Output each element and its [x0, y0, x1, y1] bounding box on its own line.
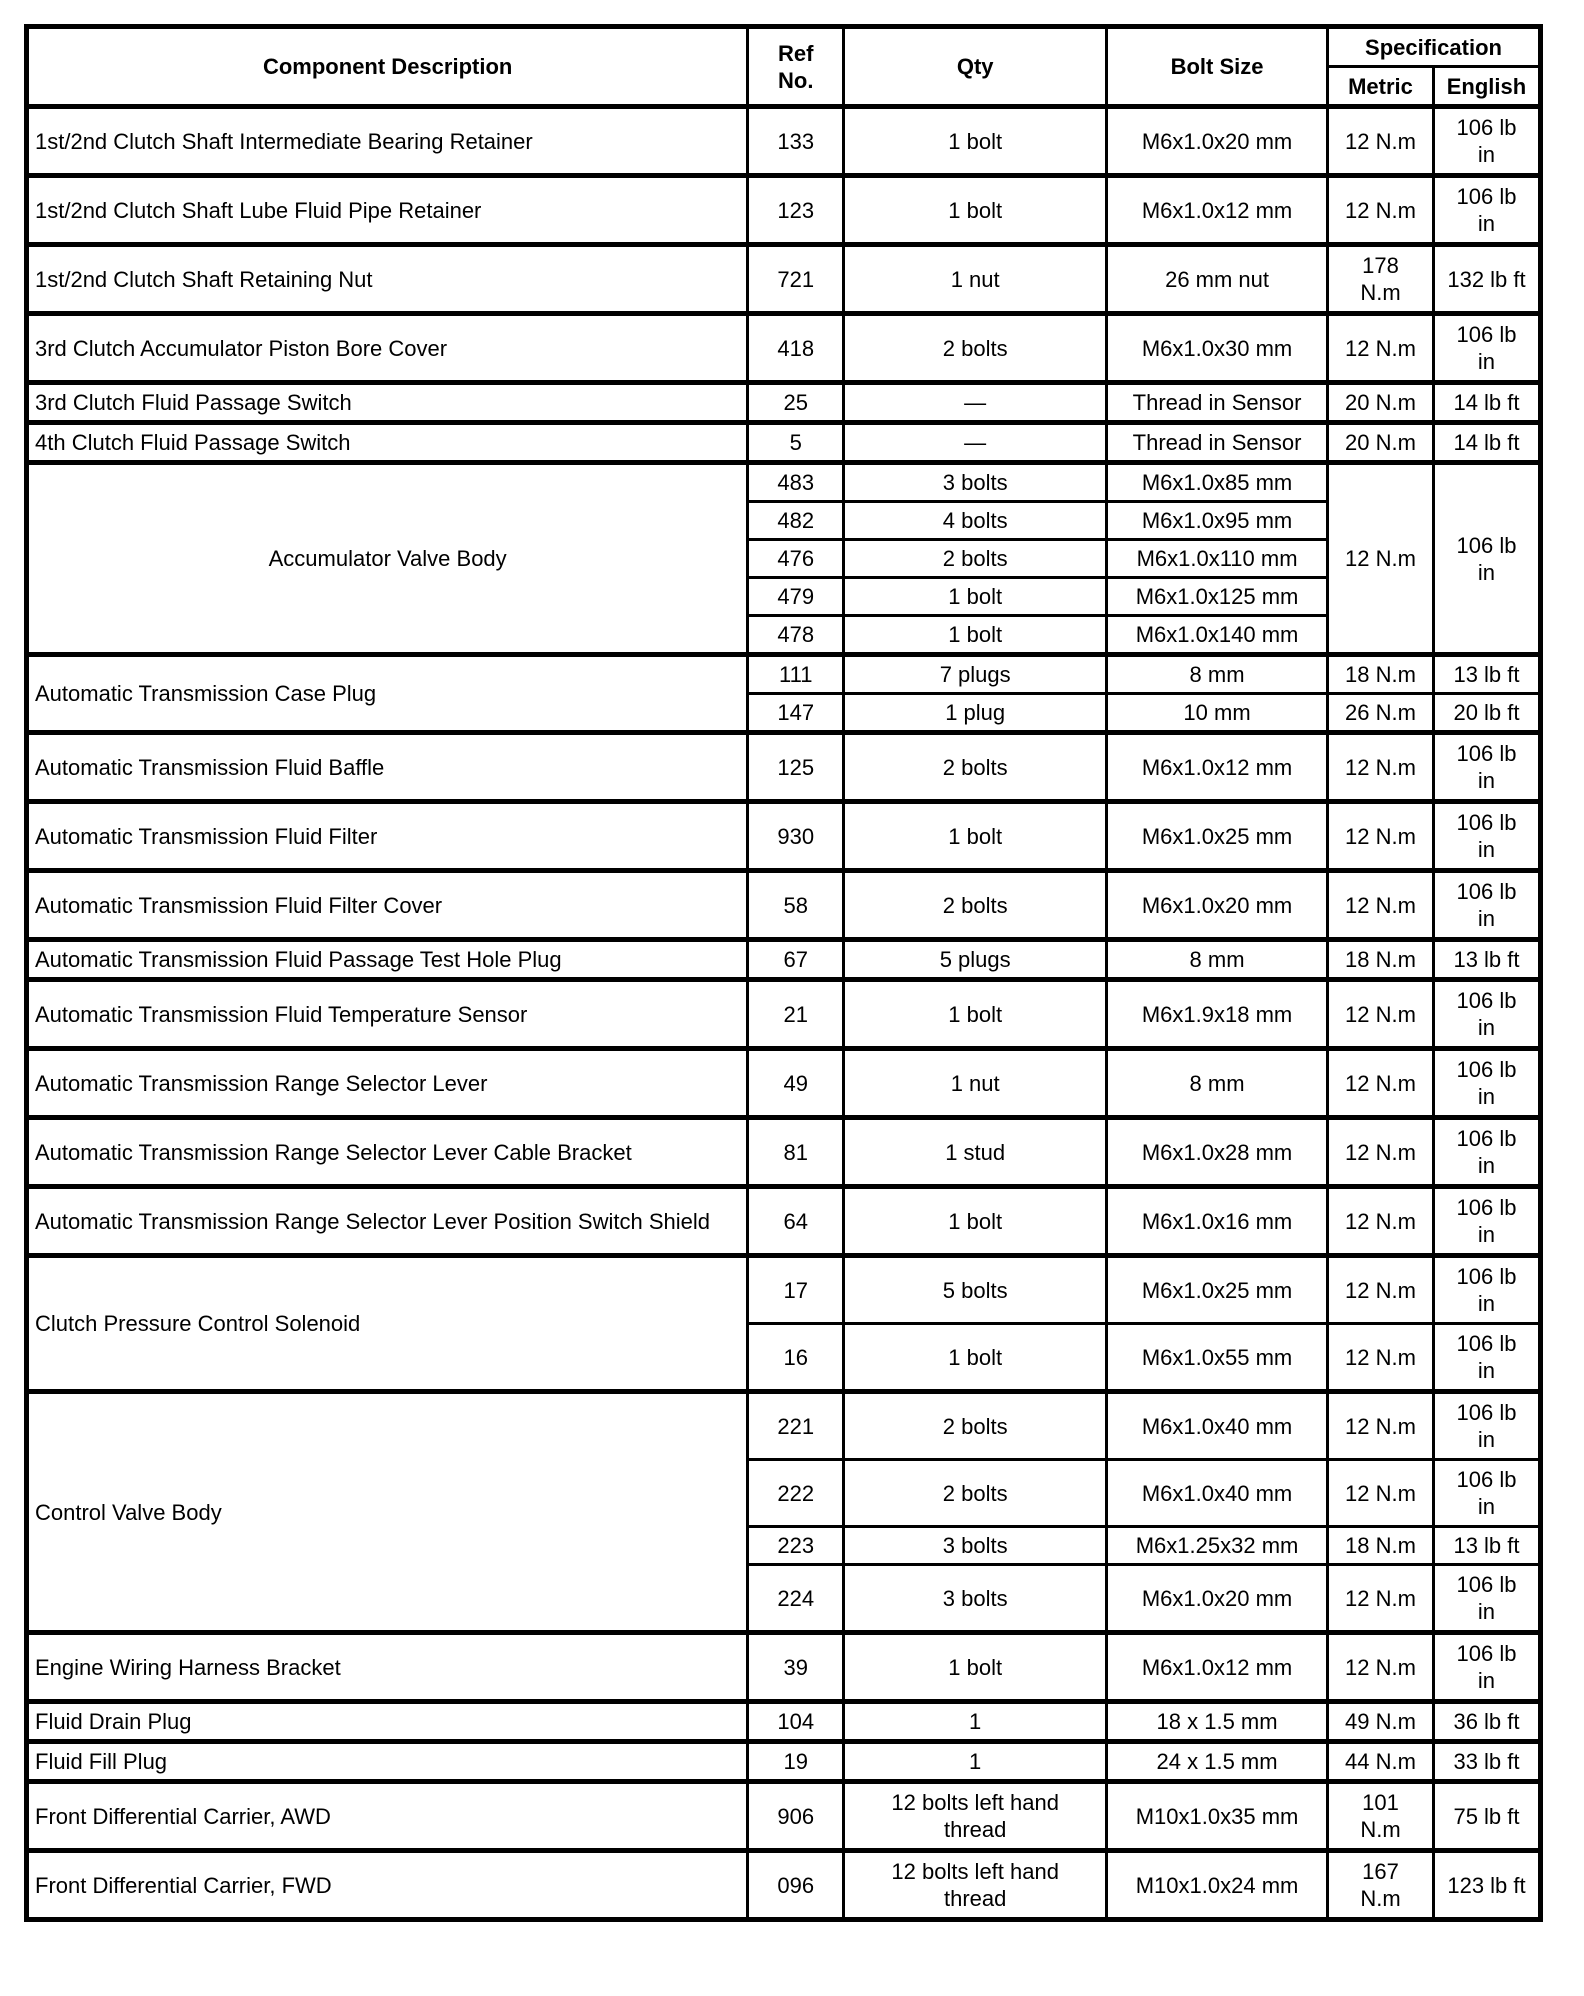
table-body	[27, 107, 1541, 1920]
english-torque: 75 lb ft	[1433, 1782, 1540, 1851]
qty: 2 bolts	[844, 733, 1107, 802]
header-metric: Metric	[1328, 67, 1434, 107]
ref-no: 111	[748, 655, 844, 694]
metric-torque: 18 N.m	[1328, 940, 1434, 980]
component-description: Automatic Transmission Fluid Filter	[27, 802, 748, 871]
table-row	[27, 423, 1541, 463]
ref-no: 221	[748, 1392, 844, 1460]
bolt-size: M10x1.0x24 mm	[1107, 1851, 1328, 1920]
table-row	[27, 463, 1541, 502]
component-description: Automatic Transmission Fluid Filter Cover	[27, 871, 748, 940]
bolt-size: M6x1.0x20 mm	[1107, 107, 1328, 176]
metric-torque: 20 N.m	[1328, 383, 1434, 423]
component-description: Clutch Pressure Control Solenoid	[27, 1256, 748, 1392]
metric-torque: 12 N.m	[1328, 1392, 1434, 1460]
qty: 1 bolt	[844, 980, 1107, 1049]
ref-no: 125	[748, 733, 844, 802]
ref-no: 476	[748, 540, 844, 578]
english-torque	[1433, 980, 1540, 1049]
table-row	[27, 733, 1541, 802]
metric-torque: 12 N.m	[1328, 463, 1434, 655]
english-torque: 36 lb ft	[1433, 1702, 1540, 1742]
metric-torque	[1328, 245, 1434, 314]
english-torque: 13 lb ft	[1433, 1527, 1540, 1565]
bolt-size: M6x1.0x12 mm	[1107, 733, 1328, 802]
component-description: 4th Clutch Fluid Passage Switch	[27, 423, 748, 463]
qty: 1 nut	[844, 245, 1107, 314]
english-torque: 13 lb ft	[1433, 655, 1540, 694]
qty: 1	[844, 1702, 1107, 1742]
english-torque	[1433, 463, 1540, 655]
metric-torque: 12 N.m	[1328, 980, 1434, 1049]
table-row	[27, 383, 1541, 423]
qty: 2 bolts	[844, 1392, 1107, 1460]
bolt-size: M6x1.0x16 mm	[1107, 1187, 1328, 1256]
table-row	[27, 107, 1541, 176]
metric-torque: 12 N.m	[1328, 1118, 1434, 1187]
table-row	[27, 1782, 1541, 1851]
ref-no: 16	[748, 1324, 844, 1392]
english-torque-text: 106 lb in	[1456, 1264, 1517, 1316]
metric-torque: 12 N.m	[1328, 1565, 1434, 1633]
table-row	[27, 940, 1541, 980]
qty: 2 bolts	[844, 871, 1107, 940]
bolt-size: M10x1.0x35 mm	[1107, 1782, 1328, 1851]
ref-no: 67	[748, 940, 844, 980]
qty: 1 bolt	[844, 176, 1107, 245]
metric-torque: 12 N.m	[1328, 1256, 1434, 1324]
qty: 1 stud	[844, 1118, 1107, 1187]
english-torque	[1433, 314, 1540, 383]
metric-torque: 12 N.m	[1328, 176, 1434, 245]
qty: 1 bolt	[844, 578, 1107, 616]
ref-no: 39	[748, 1633, 844, 1702]
ref-no: 482	[748, 502, 844, 540]
component-description: Automatic Transmission Fluid Baffle	[27, 733, 748, 802]
english-torque	[1433, 1256, 1540, 1324]
ref-no: 19	[748, 1742, 844, 1782]
ref-no: 478	[748, 616, 844, 655]
english-torque	[1433, 1049, 1540, 1118]
ref-no: 223	[748, 1527, 844, 1565]
table-row	[27, 1118, 1541, 1187]
english-torque	[1433, 802, 1540, 871]
bolt-size: M6x1.0x28 mm	[1107, 1118, 1328, 1187]
ref-no: 222	[748, 1460, 844, 1527]
component-description: Automatic Transmission Range Selector Lever Position Switch Shield	[27, 1187, 748, 1256]
english-torque-text: 106 lb in	[1456, 1331, 1517, 1383]
table-row	[27, 1633, 1541, 1702]
english-torque-text: 106 lb in	[1456, 322, 1517, 374]
metric-torque: 12 N.m	[1328, 1049, 1434, 1118]
english-torque-text: 106 lb in	[1456, 115, 1517, 167]
qty: 4 bolts	[844, 502, 1107, 540]
english-torque	[1433, 107, 1540, 176]
component-description: Control Valve Body	[27, 1392, 748, 1633]
metric-torque: 12 N.m	[1328, 802, 1434, 871]
bolt-size: Thread in Sensor	[1107, 423, 1328, 463]
bolt-size: M6x1.0x12 mm	[1107, 176, 1328, 245]
qty: 12 bolts left hand thread	[844, 1782, 1107, 1851]
metric-torque: 12 N.m	[1328, 1187, 1434, 1256]
component-description: 1st/2nd Clutch Shaft Lube Fluid Pipe Retainer	[27, 176, 748, 245]
header-english: English	[1433, 67, 1540, 107]
bolt-size: M6x1.0x20 mm	[1107, 1565, 1328, 1633]
qty: 1	[844, 1742, 1107, 1782]
table-row	[27, 1392, 1541, 1460]
qty: 3 bolts	[844, 463, 1107, 502]
component-description: Automatic Transmission Range Selector Lever	[27, 1049, 748, 1118]
ref-no: 5	[748, 423, 844, 463]
english-torque-text: 106 lb in	[1456, 1195, 1517, 1247]
ref-no: 721	[748, 245, 844, 314]
metric-torque-text: 178 N.m	[1360, 253, 1401, 305]
ref-no: 58	[748, 871, 844, 940]
ref-no: 096	[748, 1851, 844, 1920]
component-description: Automatic Transmission Fluid Passage Test Hole Plug	[27, 940, 748, 980]
table-row	[27, 1742, 1541, 1782]
bolt-size: M6x1.0x40 mm	[1107, 1460, 1328, 1527]
ref-no: 21	[748, 980, 844, 1049]
bolt-size: M6x1.9x18 mm	[1107, 980, 1328, 1049]
component-description: Front Differential Carrier, FWD	[27, 1851, 748, 1920]
english-torque	[1433, 1392, 1540, 1460]
table-row	[27, 655, 1541, 694]
english-torque	[1433, 871, 1540, 940]
bolt-size: 8 mm	[1107, 1049, 1328, 1118]
torque-specification-table	[24, 24, 1543, 1922]
qty: 3 bolts	[844, 1527, 1107, 1565]
metric-torque: 12 N.m	[1328, 1633, 1434, 1702]
ref-no: 906	[748, 1782, 844, 1851]
qty: 2 bolts	[844, 314, 1107, 383]
ref-no: 133	[748, 107, 844, 176]
metric-torque: 49 N.m	[1328, 1702, 1434, 1742]
qty: 1 bolt	[844, 1187, 1107, 1256]
qty: 1 bolt	[844, 107, 1107, 176]
bolt-size: M6x1.0x25 mm	[1107, 802, 1328, 871]
english-torque-text: 106 lb in	[1456, 1467, 1517, 1519]
english-torque: 13 lb ft	[1433, 940, 1540, 980]
table-row	[27, 980, 1541, 1049]
bolt-size: M6x1.0x40 mm	[1107, 1392, 1328, 1460]
table-row	[27, 1702, 1541, 1742]
english-torque-text: 106 lb in	[1456, 532, 1517, 585]
english-torque	[1433, 1324, 1540, 1392]
bolt-size: M6x1.0x85 mm	[1107, 463, 1328, 502]
component-description: 1st/2nd Clutch Shaft Intermediate Bearing Retainer	[27, 107, 748, 176]
bolt-size: 10 mm	[1107, 694, 1328, 733]
component-description: Front Differential Carrier, AWD	[27, 1782, 748, 1851]
ref-no: 479	[748, 578, 844, 616]
qty: 1 bolt	[844, 1633, 1107, 1702]
metric-torque	[1328, 1851, 1434, 1920]
ref-no: 81	[748, 1118, 844, 1187]
qty: 2 bolts	[844, 1460, 1107, 1527]
header-qty: Qty	[844, 27, 1107, 107]
english-torque	[1433, 1565, 1540, 1633]
component-description: 3rd Clutch Accumulator Piston Bore Cover	[27, 314, 748, 383]
header-bolt-size: Bolt Size	[1107, 27, 1328, 107]
bolt-size: 8 mm	[1107, 940, 1328, 980]
table-row	[27, 871, 1541, 940]
english-torque-text: 106 lb in	[1456, 1126, 1517, 1178]
bolt-size: Thread in Sensor	[1107, 383, 1328, 423]
english-torque	[1433, 733, 1540, 802]
english-torque-text: 106 lb in	[1456, 810, 1517, 862]
metric-torque: 12 N.m	[1328, 107, 1434, 176]
english-torque: 20 lb ft	[1433, 694, 1540, 733]
bolt-size: M6x1.0x30 mm	[1107, 314, 1328, 383]
component-description: Engine Wiring Harness Bracket	[27, 1633, 748, 1702]
metric-torque-text: 167 N.m	[1360, 1859, 1401, 1911]
qty: 3 bolts	[844, 1565, 1107, 1633]
metric-torque: 44 N.m	[1328, 1742, 1434, 1782]
header-ref-no	[748, 27, 844, 107]
qty: 1 nut	[844, 1049, 1107, 1118]
english-torque	[1433, 1187, 1540, 1256]
english-torque	[1433, 1633, 1540, 1702]
english-torque	[1433, 1118, 1540, 1187]
bolt-size: M6x1.0x12 mm	[1107, 1633, 1328, 1702]
bolt-size: M6x1.0x20 mm	[1107, 871, 1328, 940]
table-row	[27, 1256, 1541, 1324]
english-torque-text: 106 lb in	[1456, 988, 1517, 1040]
ref-no: 930	[748, 802, 844, 871]
bolt-size: M6x1.0x140 mm	[1107, 616, 1328, 655]
qty: —	[844, 423, 1107, 463]
table-row	[27, 1049, 1541, 1118]
header-specification: Specification	[1328, 27, 1541, 67]
ref-no: 123	[748, 176, 844, 245]
bolt-size: 24 x 1.5 mm	[1107, 1742, 1328, 1782]
table-row	[27, 314, 1541, 383]
ref-no: 49	[748, 1049, 844, 1118]
english-torque-text: 106 lb in	[1456, 741, 1517, 793]
qty: 2 bolts	[844, 540, 1107, 578]
ref-no: 483	[748, 463, 844, 502]
table-row	[27, 802, 1541, 871]
component-description: Fluid Drain Plug	[27, 1702, 748, 1742]
qty: —	[844, 383, 1107, 423]
component-description: Automatic Transmission Range Selector Lever Cable Bracket	[27, 1118, 748, 1187]
metric-torque: 12 N.m	[1328, 733, 1434, 802]
ref-no: 104	[748, 1702, 844, 1742]
metric-torque: 12 N.m	[1328, 1460, 1434, 1527]
ref-no: 64	[748, 1187, 844, 1256]
metric-torque: 26 N.m	[1328, 694, 1434, 733]
qty: 1 bolt	[844, 1324, 1107, 1392]
metric-torque: 18 N.m	[1328, 1527, 1434, 1565]
english-torque: 14 lb ft	[1433, 383, 1540, 423]
table-row	[27, 1187, 1541, 1256]
ref-no: 17	[748, 1256, 844, 1324]
english-torque: 14 lb ft	[1433, 423, 1540, 463]
bolt-size: M6x1.0x25 mm	[1107, 1256, 1328, 1324]
bolt-size: M6x1.25x32 mm	[1107, 1527, 1328, 1565]
english-torque-text: 106 lb in	[1456, 184, 1517, 236]
component-description: 3rd Clutch Fluid Passage Switch	[27, 383, 748, 423]
qty: 5 plugs	[844, 940, 1107, 980]
qty: 1 bolt	[844, 802, 1107, 871]
header-ref-no-label: Ref No.	[778, 40, 814, 93]
qty: 5 bolts	[844, 1256, 1107, 1324]
bolt-size: M6x1.0x55 mm	[1107, 1324, 1328, 1392]
metric-torque: 12 N.m	[1328, 314, 1434, 383]
english-torque: 132 lb ft	[1433, 245, 1540, 314]
table-row	[27, 245, 1541, 314]
english-torque-text: 106 lb in	[1456, 1400, 1517, 1452]
bolt-size: 26 mm nut	[1107, 245, 1328, 314]
english-torque	[1433, 1460, 1540, 1527]
header-component-description: Component Description	[27, 27, 748, 107]
ref-no: 147	[748, 694, 844, 733]
qty: 7 plugs	[844, 655, 1107, 694]
english-torque-text: 106 lb in	[1456, 879, 1517, 931]
component-description: Fluid Fill Plug	[27, 1742, 748, 1782]
english-torque-text: 106 lb in	[1456, 1572, 1517, 1624]
component-description: Accumulator Valve Body	[27, 463, 748, 655]
english-torque: 123 lb ft	[1433, 1851, 1540, 1920]
metric-torque: 20 N.m	[1328, 423, 1434, 463]
qty: 1 plug	[844, 694, 1107, 733]
english-torque-text: 106 lb in	[1456, 1641, 1517, 1693]
ref-no: 418	[748, 314, 844, 383]
bolt-size: 8 mm	[1107, 655, 1328, 694]
bolt-size: M6x1.0x110 mm	[1107, 540, 1328, 578]
table-row	[27, 176, 1541, 245]
english-torque: 33 lb ft	[1433, 1742, 1540, 1782]
english-torque-text: 106 lb in	[1456, 1057, 1517, 1109]
english-torque	[1433, 176, 1540, 245]
table-row	[27, 1851, 1541, 1920]
qty: 1 bolt	[844, 616, 1107, 655]
bolt-size: 18 x 1.5 mm	[1107, 1702, 1328, 1742]
qty: 12 bolts left hand thread	[844, 1851, 1107, 1920]
metric-torque-text: 101 N.m	[1360, 1790, 1401, 1842]
ref-no: 224	[748, 1565, 844, 1633]
component-description: Automatic Transmission Fluid Temperature Sensor	[27, 980, 748, 1049]
ref-no: 25	[748, 383, 844, 423]
component-description: 1st/2nd Clutch Shaft Retaining Nut	[27, 245, 748, 314]
metric-torque	[1328, 1782, 1434, 1851]
component-description: Automatic Transmission Case Plug	[27, 655, 748, 733]
bolt-size: M6x1.0x125 mm	[1107, 578, 1328, 616]
metric-torque: 12 N.m	[1328, 871, 1434, 940]
bolt-size: M6x1.0x95 mm	[1107, 502, 1328, 540]
metric-torque: 18 N.m	[1328, 655, 1434, 694]
metric-torque: 12 N.m	[1328, 1324, 1434, 1392]
